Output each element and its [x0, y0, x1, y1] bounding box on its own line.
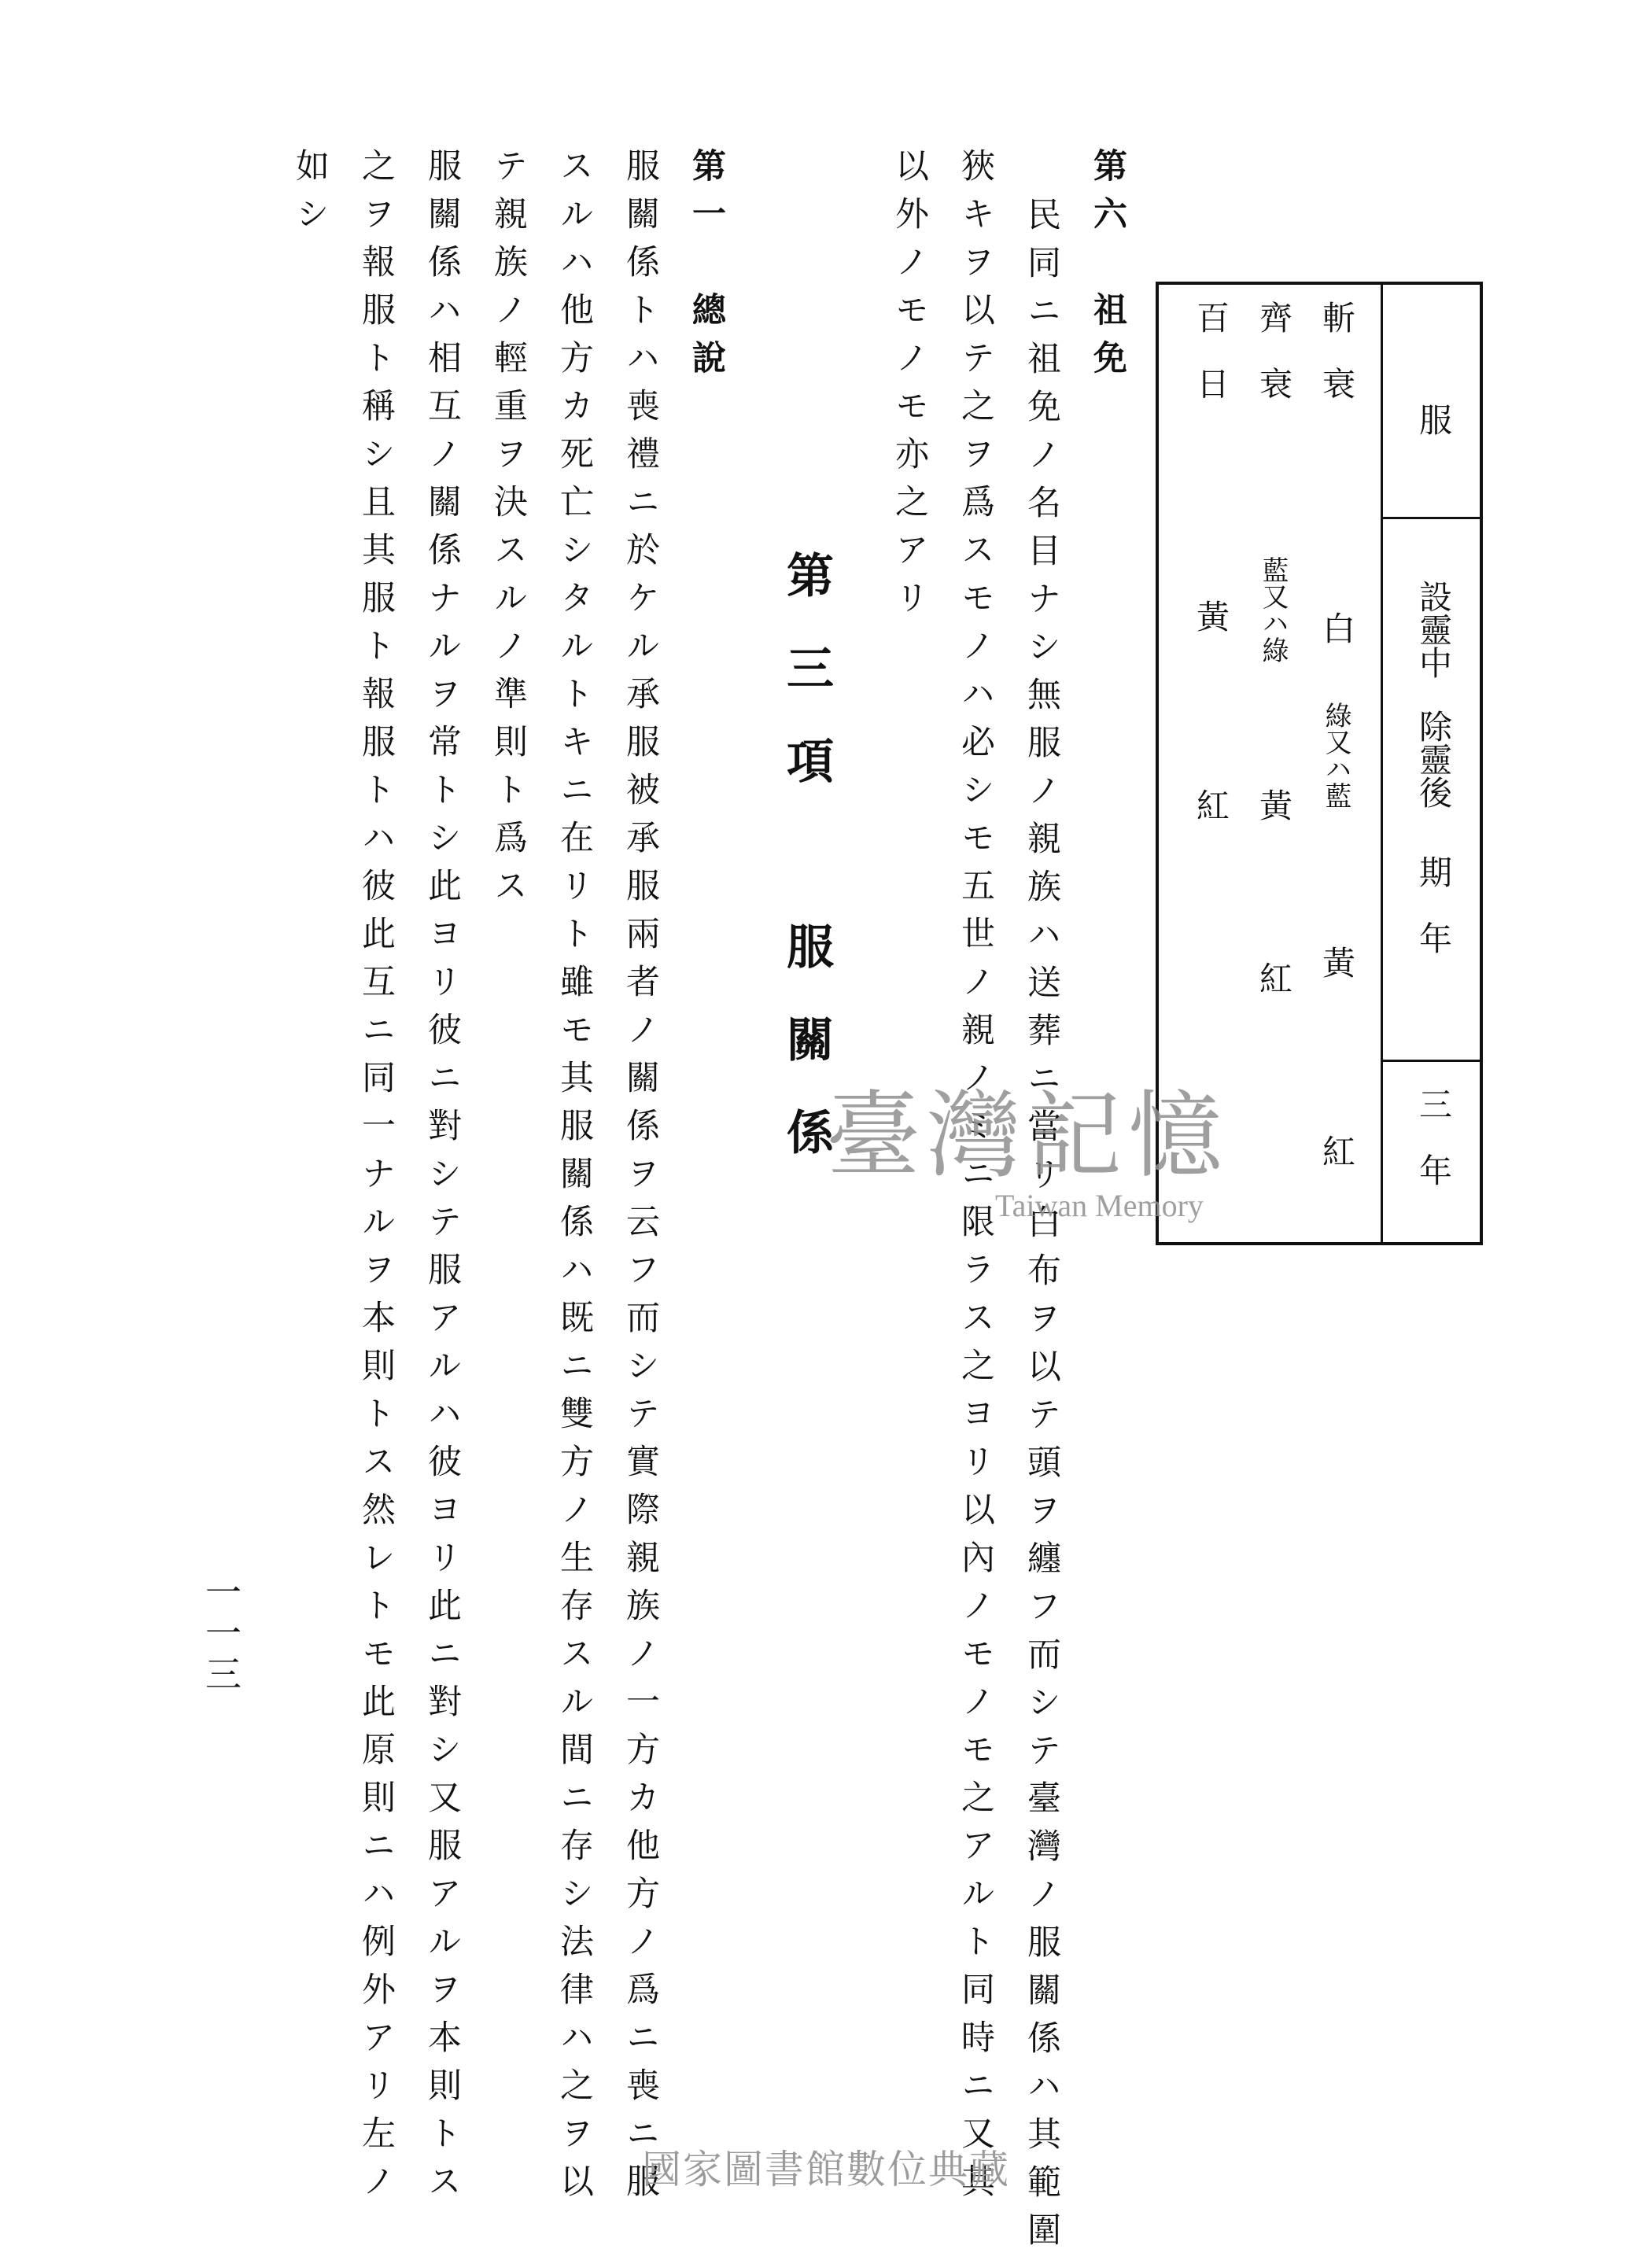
paragraph-line: 之ヲ報服ト稱シ且其服ト報服トハ彼此互ニ同一ナルヲ本則トス然レトモ此原則ニハ例外アリ左ノ [356, 148, 396, 2211]
paragraph-line: テ親族ノ輕重ヲ決スルノ準則ト爲ス [489, 148, 528, 916]
table-column-header: 三 年 [1414, 1087, 1453, 1186]
watermark-text-english: Taiwan Memory [995, 1188, 1204, 1223]
paragraph-line: 服關係ハ相互ノ關係ナルヲ常トシ此ヨリ彼ニ對シテ服アルハ彼ヨリ此ニ對シ又服アルヲ本則トス [422, 148, 462, 2211]
paragraph-line: 狹キヲ以テ之ヲ爲スモノハ必シモ五世ノ親ノミニ限ラス之ヨリ以內ノモノモ之アルト同時ニ又其 [956, 148, 995, 2211]
item-heading: 第三項 服關係 [779, 551, 834, 1200]
paragraph-line: スルハ他方カ死亡シタルトキニ在リト雖モ其服關係ハ既ニ雙方ノ生存スル間ニ存シ法律ハ之ヲ以 [555, 148, 594, 2211]
table-header: 服 [1414, 403, 1453, 436]
table-cell: 黃 [1192, 599, 1230, 632]
table-divider-horizontal [1381, 517, 1480, 519]
table-cell: 黃 [1318, 946, 1356, 979]
paragraph-line: 服關係トハ喪禮ニ於ケル承服被承服兩者ノ關係ヲ云フ而シテ實際親族ノ一方カ他方ノ爲ニ喪ニ服 [621, 148, 660, 2211]
table-row-name: 斬 衰 [1318, 300, 1356, 400]
table-cell: 綠又ハ藍 [1320, 702, 1351, 809]
table-divider-vertical [1381, 285, 1383, 1242]
watermark-text: 臺灣記憶 [826, 1082, 1229, 1191]
table-divider-horizontal [1381, 1060, 1480, 1062]
table-row-name: 齊 衰 [1255, 300, 1293, 400]
table-column-header: 期 年 [1414, 855, 1453, 954]
table-column-header: 設靈中 [1414, 580, 1453, 679]
page-number: 一一三 [200, 1573, 242, 1696]
table-cell: 紅 [1318, 1134, 1356, 1167]
library-footer: 國家圖書館數位典藏 [642, 2147, 1010, 2192]
watermark-logo [826, 1082, 1229, 1224]
table-cell: 黃 [1255, 788, 1293, 821]
table-column-header: 除靈後 [1414, 710, 1453, 809]
section-heading: 第一 總說 [687, 148, 726, 388]
table-cell: 藍又ハ綠 [1257, 556, 1289, 663]
table-cell: 紅 [1192, 788, 1230, 821]
paragraph-line: 如シ [290, 148, 330, 244]
paragraph-line: 民同ニ祖免ノ名目ナシ無服ノ親族ハ送葬ニ當リ白布ヲ以テ頭ヲ纏フ而シテ臺灣ノ服關係ハ其範圍 [1022, 197, 1061, 2260]
paragraph-line: 以外ノモノモ亦之アリ [890, 148, 929, 628]
section-heading: 第六 祖免 [1088, 148, 1127, 388]
table-row-name: 百 日 [1192, 300, 1230, 400]
table-cell: 紅 [1255, 961, 1293, 994]
table-cell: 白 [1318, 611, 1356, 644]
